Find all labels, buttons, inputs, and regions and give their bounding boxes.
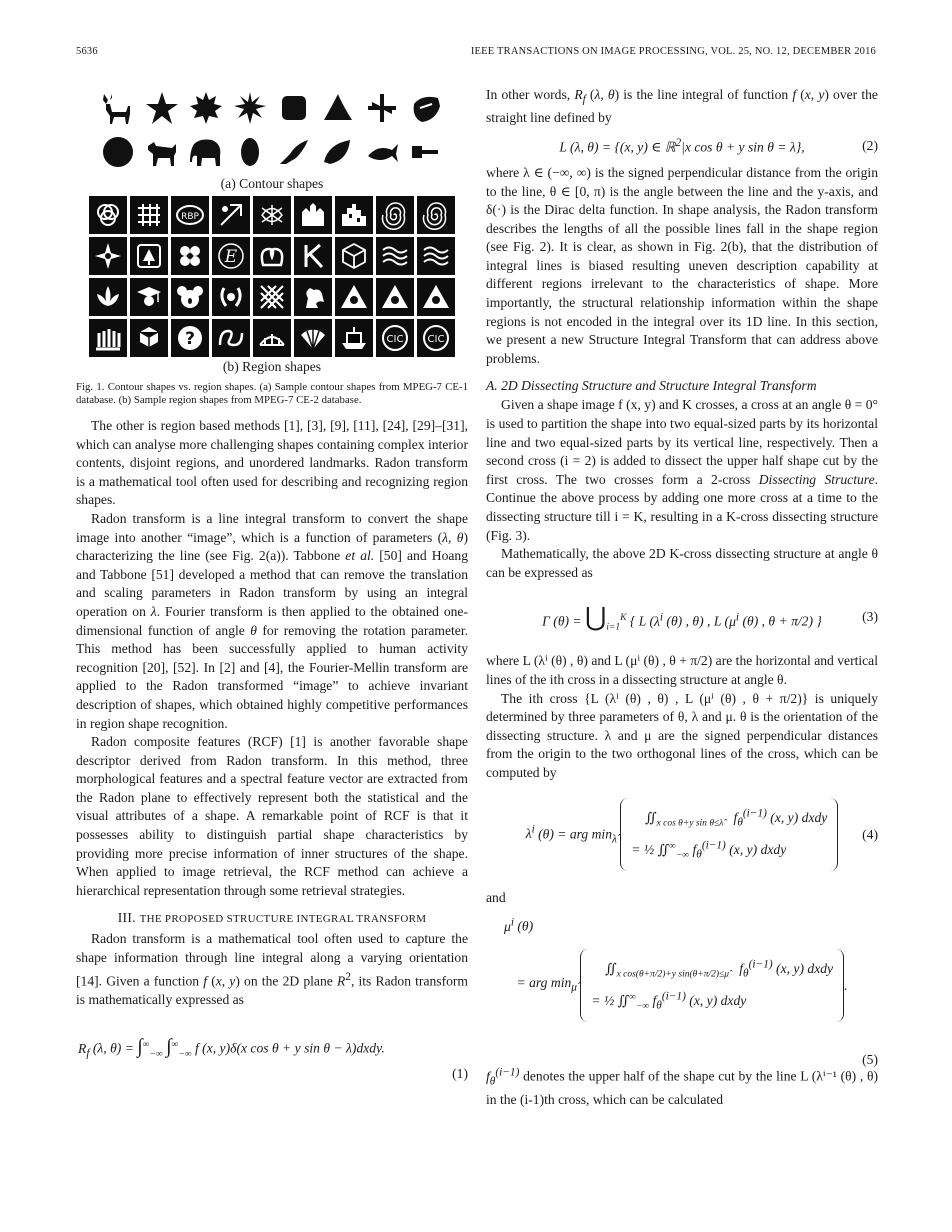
region-shape-spiral-icon [417,196,455,234]
region-shape-knot-icon [253,196,291,234]
page-number: 5636 [76,46,98,57]
region-shapes-grid [76,196,468,357]
equation-4: $\lambda^i$ (θ) = arg $\min_{\lambdâ}$ $∬_{x cos \theta+y sin \theta\le\lambdâ}$ $f_\theta^{(i-1)}$ (x, y) dxdy = ½ $∬^\infty_{-\infty}$ $f_\theta^{(i-1)}$ (x, y) dxdy (4) [486,787,878,883]
region-shape-rbp-icon [171,196,209,234]
svg-text:?: ? [185,329,195,349]
region-shape-seal-icon [376,319,414,357]
bird-shape-icon [276,134,312,170]
region-shape-arrow-icon [212,196,250,234]
region-shape-city-icon [335,196,373,234]
region-shape-pretzel-icon [253,237,291,275]
svg-text:E: E [224,247,238,267]
figure-1b-caption: (b) Region shapes [222,359,322,374]
region-shape-clover-icon [171,237,209,275]
region-shape-cubes-icon [335,237,373,275]
equation-3-number: (3) [862,609,878,625]
region-shape-spiral-icon [376,196,414,234]
head-shape-icon [232,134,268,170]
paragraph-horizontal-vertical: where L (λⁱ (θ) , θ) and L (μⁱ (θ) , θ + π/2) are the horizontal and vertical lines of the ith cross in a dissecting structure at angle θ. [486,653,878,687]
section-iii-heading: III. THE PROPOSED STRUCTURE INTEGRAL TRANSFORM [117,910,427,926]
paragraph-upper-half: $f_\theta^{(i-1)}$ denotes the upper half of the shape cut by the line L (λⁱ⁻¹ (θ) , θ) in the (i-1)th cross, which can be calculated [486,1066,878,1107]
subsection-a-heading: A. 2D Dissecting Structure and Structure Integral Transform [486,378,817,394]
deer-shape-icon [100,90,136,126]
paragraph-region-methods: The other is region based methods [1], [3], [9], [11], [24], [29]–[31], which can analyse more challenging shapes containing complex interior contents, disjoint regions, and unordered landmarks. Radon transform is a mathematical tool often used for describing and recognizing region shapes. [76,418,468,508]
figure-1 [76,86,468,407]
region-shape-koala-icon [171,278,209,316]
svg-text:CIC: CIC [386,334,404,345]
lemon-shape-icon [408,90,444,126]
region-shape-triangle-icon [335,278,373,316]
equation-5-number: (5) [862,1052,878,1068]
circle-shape-icon [100,134,136,170]
region-shape-question-icon [171,319,209,357]
paragraph-ith-cross: The ith cross {L (λⁱ (θ) , θ) , L (μⁱ (θ) , θ + π/2)} is uniquely determined by three parameters of θ, λ and μ. θ is the orientation of the dissecting structure. λ and μ are the signed perpendicular distances from the origin to the two orthogonal lines of the cross, which can be computed by [486,690,878,780]
right-column [486,86,878,1110]
figure-1-caption: Fig. 1. Contour shapes vs. region shapes. (a) Sample contour shapes from MPEG-7 CE-1 database. (b) Sample region shapes from MPEG-7 CE-2 database. [76,381,468,406]
svg-text:CIC: CIC [427,334,445,345]
region-shape-tree-icon [130,237,168,275]
region-shape-graduate-icon [130,278,168,316]
region-shape-flower-icon [89,237,127,275]
region-shape-castle-icon [294,196,332,234]
contour-shapes-row-2 [76,130,468,174]
figure-1a-caption: (a) Contour shapes [220,176,324,191]
equation-2: L (λ, θ) = {(x, y) ∈ ℝ$^2$|x cos θ + y sin θ = λ}, (2) [559,136,878,155]
region-shape-wreath-icon [212,278,250,316]
leaf-shape-icon [320,134,356,170]
running-header: IEEE TRANSACTIONS ON IMAGE PROCESSING, VOL. 25, NO. 12, DECEMBER 2016 [470,46,876,57]
and-text: and [486,889,506,905]
region-shape-lotus-icon [89,278,127,316]
svg-text:RBP: RBP [181,212,199,222]
region-shape-fan-icon [294,319,332,357]
region-shape-blocks-icon [130,319,168,357]
region-shape-ship-icon [335,319,373,357]
paragraph-rcf: Radon composite features (RCF) [1] is another favorable shape descriptor derived from Radon transform. In this method, three morphological features and a spectral feature vector are extracted from the Radon plane to effectively represent both the statistical and the visual attributes of a shape. A remarkable point of RCF is that it possesses ability to distinguish partial shape characteristics by providing more precise information of inner structures of the shape. When applied to image retrieval, the RCF method can achieve a hierarchical representation through some retrieval strategies. [76,734,468,898]
region-shape-waves-icon [417,237,455,275]
region-shape-triangle-icon [376,278,414,316]
region-shape-letter-e-icon [212,237,250,275]
region-shape-swirls-icon [212,319,250,357]
region-shape-letter-k-icon [294,237,332,275]
rounded-square-shape-icon [276,90,312,126]
paragraph-radon-transform: Radon transform is a line integral transform to convert the shape image into another “image”, which is a function of parameters (λ, θ) characterizing the line (see Fig. 2(a)). Tabbone et al. [50] and Hoang and Tabbone [51] developed a method that can remove the translation and scaling parameters in Radon transform by using an integral operation on λ. Fourier transform is then applied to the obtained one-dimensional function of angle θ for removing the rotation parameter. This method has been successfully applied to human activity recognition [20], [52]. In [2] and [4], the Fourier-Mellin transform are applied to the Radon transformed “image” to achieve invariant description of shapes, which obtained highly competitive performances in region shape recognition. [76,510,468,731]
contour-shapes-row-1 [76,86,468,130]
paragraph-radon-definition: Radon transform is a mathematical tool often used to capture the shape information through line integral along a varying orientation [14]. Given a function f (x, y) on the 2D plane $R^2$, its Radon transform is mathematically expressed as [76,931,468,1007]
equation-2-number: (2) [862,137,878,153]
sun-shape-icon [232,90,268,126]
region-shape-mesh-icon [130,196,168,234]
paragraph-dissecting-structure: Given a shape image f (x, y) and K crosses, a cross at an angle θ = 0° is used to partition the shape into two equal-sized parts by its horizontal line and two equal-sized parts by its vertical line, respectively. Then a second cross (i = 2) is added to dissect the upper half shape cut by the first cross. The two crosses form a 2-cross Dissecting Structure. Continue the above process by adding one more cross at a time to the dissecting structure till i = K, resulting in a K-cross dissecting structure (Fig. 3). [486,397,879,543]
region-shape-lattice-icon [253,278,291,316]
equation-3: Γ $(\theta) = ⋃_{i=1}^K$ { L ($\lambda^i$ (θ) , θ) , L ($\mu^i$ (θ) , θ + π/2) } (3) [542,602,878,633]
region-shape-triangle-icon [417,278,455,316]
paragraph-line-integral: In other words, $R_f$ (λ, θ) is the line integral of function f (x, y) over the straight line defined by [486,87,878,126]
region-shape-rings-icon [89,196,127,234]
maple-leaf-shape-icon [188,90,224,126]
hammer-shape-icon [408,134,444,170]
region-shape-column-icon [89,319,127,357]
star-shape-icon [144,90,180,126]
equation-1: $R_f$ (λ, $\theta) = \int^\infty_{-\infty}$ $\int^\infty_{-\infty}$ f (x, y)δ(x cos θ + y sin θ − λ)dxdy. (1) [78,1035,468,1082]
region-shape-rooster-icon [294,278,332,316]
pinwheel-shape-icon [364,90,400,126]
triangle-shape-icon [320,90,356,126]
elephant-shape-icon [188,134,224,170]
region-shape-bridge-icon [253,319,291,357]
equation-5: $\mu^i$ (θ) = arg $\min_{\mû}$ $∬_{x cos(\theta+\pi/2)+y sin(\theta+\pi/2)\le\mû}$ $f_\theta^{(i-1)}$ (x, y) dxdy = ½ $∬^\infty_{-\infty}$ $f_\theta^{(i-1)}$ (x, y) dxdy . (5) [504,916,878,1068]
equation-1-number: (1) [452,1066,468,1082]
region-shape-seal-icon [417,319,455,357]
equation-4-number: (4) [862,826,878,842]
paragraph-mathematically: Mathematically, the above 2D K-cross dissecting structure at angle θ can be expressed as [486,546,878,580]
region-shape-waves-icon [376,237,414,275]
fish-shape-icon [364,134,400,170]
left-column [76,86,468,1082]
dog-shape-icon [144,134,180,170]
paragraph-radon-explanation: where λ ∈ (−∞, ∞) is the signed perpendicular distance from the origin to the line, θ ∈ [0, π) is the angle between the line and the y-axis, and δ(·) is the Dirac delta function. In shape analysis, the Radon transform describes the lengths of all the possible lines fall in the shape region (see Fig. 2). It is clear, as shown in Fig. 2(b), that the distribution of integral lines is biased resulting uneven description capability at different regions irrelevant to the characteristics of shape. More importantly, the structural relationship information within the shape regions is not encoded in the integral over its 1D line. In this section, we present a new Structure Integral Transform that can address above problems. [486,164,878,366]
